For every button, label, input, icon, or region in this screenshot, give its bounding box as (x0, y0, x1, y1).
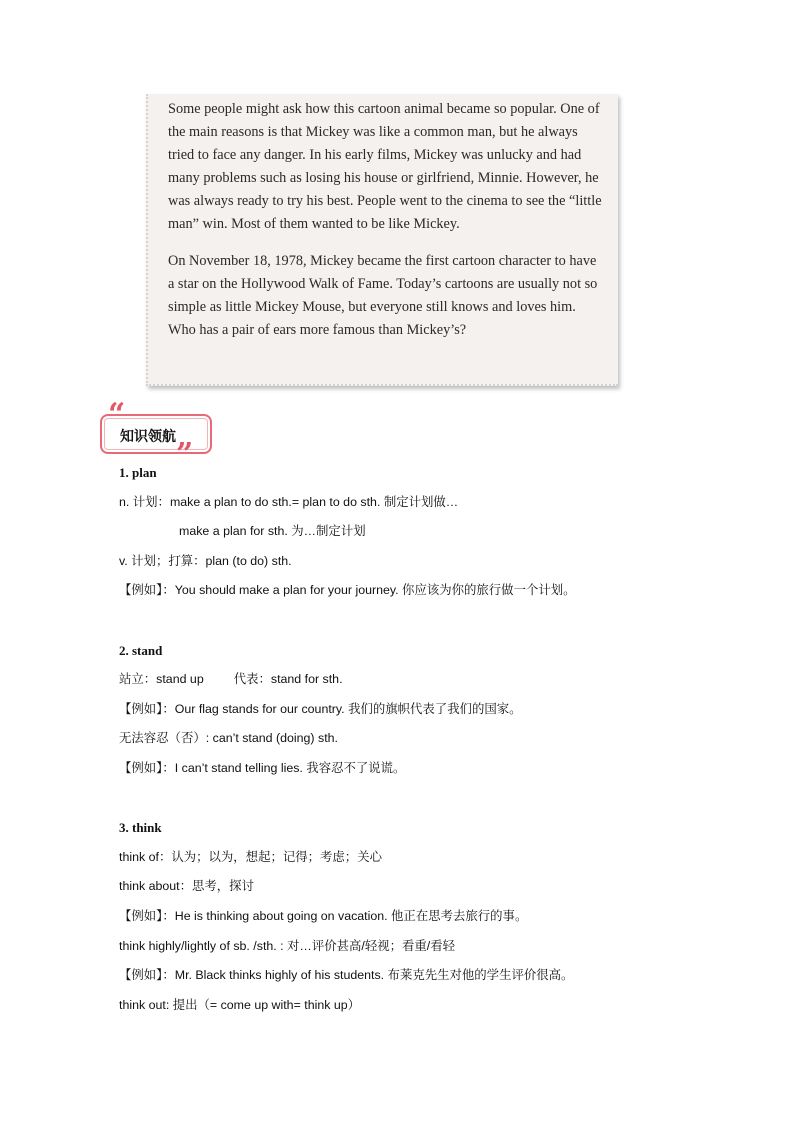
section-badge (92, 397, 214, 472)
section-gap (119, 606, 739, 636)
reading-paragraph-1: Some people might ask how this cartoon animal became so popular. One of the main reasons is that Mickey was like a common man, but he always tried to face any danger. In his early films, Mickey was unlucky and had many problems such as losing his house or girlfriend, Minnie. However, he was always ready to try his best. People went to the cinema to see the “little man” win. Most of them wanted to be like Mickey. (168, 101, 602, 232)
heading-stand: 2. stand (119, 642, 163, 658)
think-out-line: think out: 提出（= come up with= think up） (119, 997, 361, 1012)
reading-paragraph-2: On November 18, 1978, Mickey became the first cartoon character to have a star on the Hollywood Walk of Fame. Today’s cartoons are usually not so simple as little Mickey Mouse, but everyone still knows and loves him. Who has a pair of ears more famous than Mickey’s? (168, 253, 598, 338)
think-of-line: think of：认为；以为，想起；记得；考虑；关心 (119, 849, 382, 864)
reading-passage-box (146, 94, 618, 386)
open-quote-icon: “ (108, 397, 126, 432)
plan-example: 【例如】：You should make a plan for your journey. 你应该为你的旅行做一个计划。 (119, 583, 576, 598)
stand-for-text: 代表：stand for sth. (233, 672, 343, 687)
think-about-line: think about：思考，探讨 (119, 879, 254, 894)
vocabulary-notes (119, 458, 739, 1020)
section-gap (119, 784, 739, 814)
stand-cant-line: 无法容忍（否）: can’t stand (doing) sth. (119, 731, 338, 746)
heading-plan: 1. plan (119, 465, 157, 480)
close-quote-icon: ” (176, 437, 194, 472)
badge-label: 知识领航 (120, 429, 176, 445)
plan-verb-line: v. 计划；打算：plan (to do) sth. (119, 553, 292, 568)
stand-example-2: 【例如】：I can’t stand telling lies. 我容忍不了说谎。 (119, 760, 406, 775)
heading-think: 3. think (119, 820, 162, 836)
stand-meaning-line (119, 665, 739, 695)
think-highly-line: think highly/lightly of sb. /sth. : 对…评价甚高/轻视；看重/看轻 (119, 938, 456, 953)
stand-example-1: 【例如】：Our flag stands for our country. 我们的旗帜代表了我们的国家。 (119, 701, 522, 716)
think-example-1: 【例如】：He is thinking about going on vacation. 他正在思考去旅行的事。 (119, 908, 528, 923)
plan-noun-line: n. 计划：make a plan to do sth.= plan to do sth. 制定计划做… (119, 494, 459, 509)
plan-noun-line-2: make a plan for sth. 为…制定计划 (179, 524, 366, 539)
think-example-2: 【例如】：Mr. Black thinks highly of his students. 布莱克先生对他的学生评价很高。 (119, 968, 574, 983)
stand-up-text: 站立：stand up (119, 672, 204, 687)
